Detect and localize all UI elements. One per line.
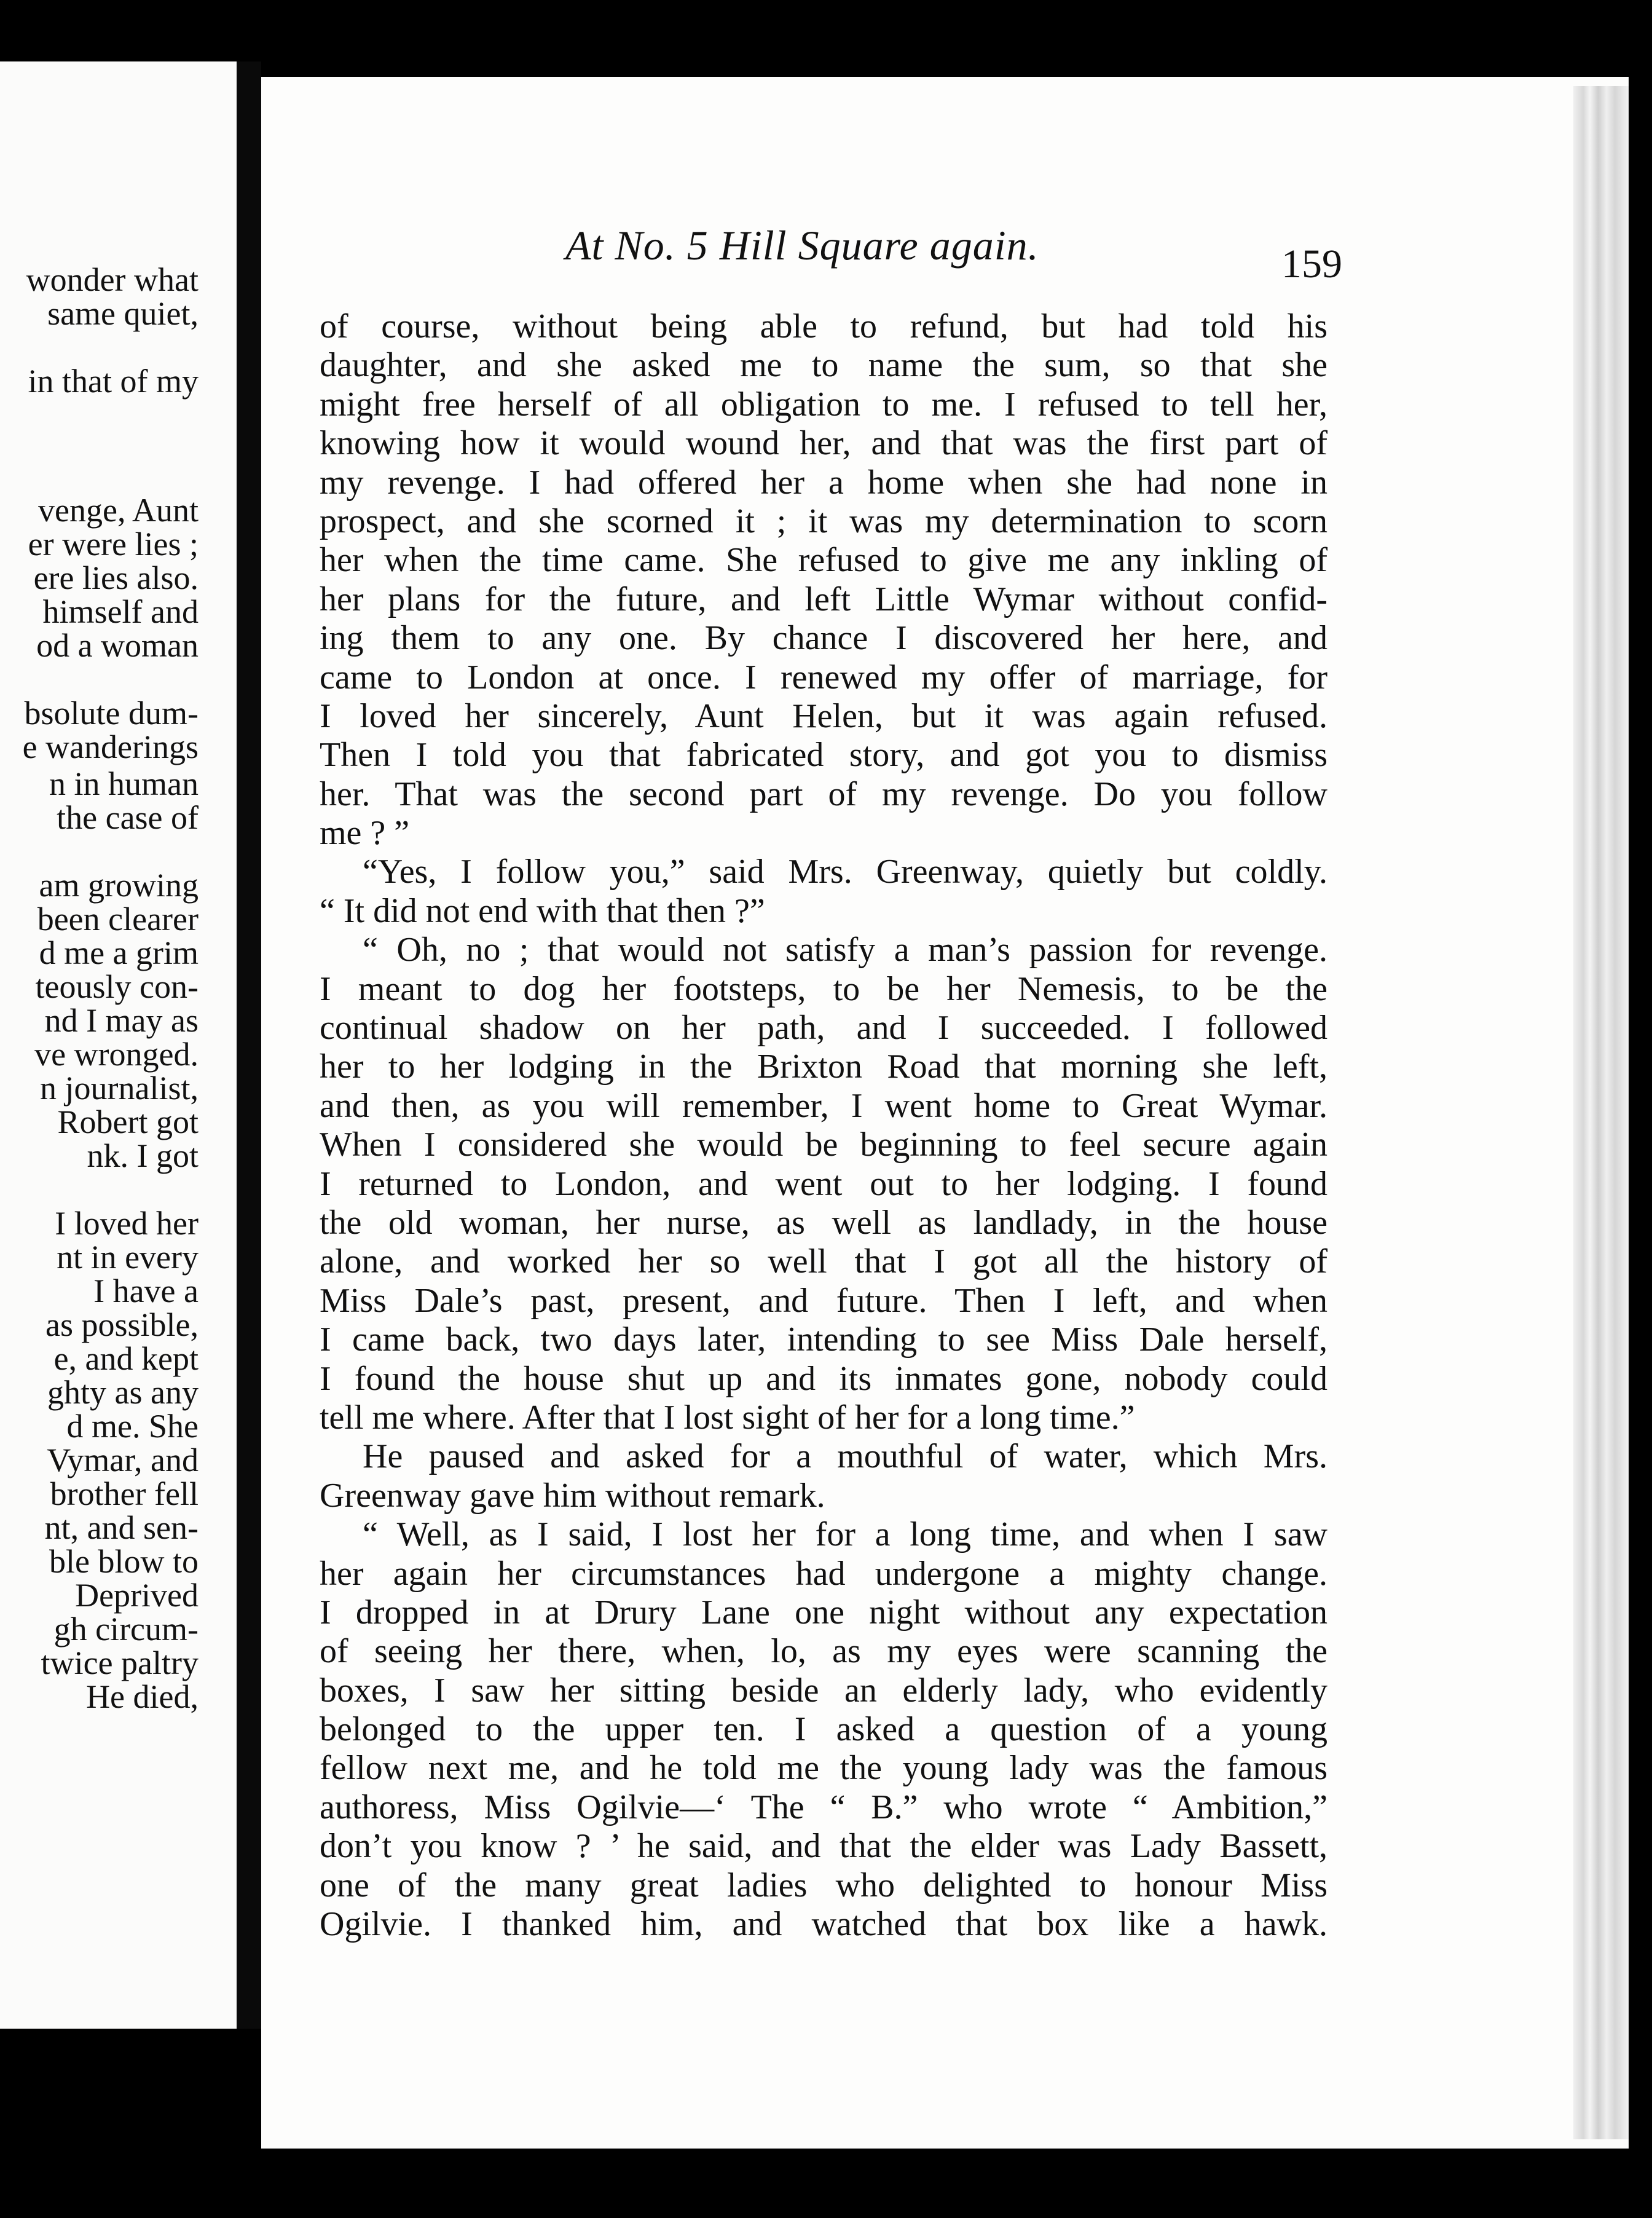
- left-page-line: Deprived: [75, 1577, 199, 1614]
- left-page-line: twice paltry: [41, 1644, 199, 1681]
- text-line: alone, and worked her so well that I got all the history of: [320, 1242, 1328, 1281]
- text-line: her when the time came. She refused to give me any inkling of: [320, 541, 1328, 580]
- text-line: Miss Dale’s past, present, and future. Then I left, and when: [320, 1281, 1328, 1320]
- left-page-line: gh circum-: [53, 1611, 199, 1648]
- text-line: authoress, Miss Ogilvie—‘ The “ B.” who wrote “ Ambition,”: [320, 1788, 1328, 1826]
- text-line: the old woman, her nurse, as well as landlady, in the house: [320, 1203, 1328, 1242]
- text-line: tell me where. After that I lost sight of her for a long time.”: [320, 1398, 1135, 1437]
- text-line: her plans for the future, and left Little Wymar without confid-: [320, 580, 1328, 618]
- text-line: continual shadow on her path, and I succeeded. I followed: [320, 1009, 1328, 1048]
- book-gutter: [237, 61, 261, 2029]
- left-page-line: er were lies ;: [28, 526, 199, 562]
- left-page-line: Vymar, and: [47, 1442, 199, 1478]
- left-page-line: I loved her: [55, 1205, 199, 1242]
- text-line: her. That was the second part of my revenge. Do you follow: [320, 775, 1328, 813]
- text-line: me ? ”: [320, 814, 410, 853]
- left-page-line: He died,: [86, 1678, 199, 1715]
- left-page-line: wonder what: [26, 261, 199, 298]
- text-line: my revenge. I had offered her a home when she had none in: [320, 463, 1328, 502]
- left-page-line: as possible,: [45, 1306, 199, 1343]
- text-line: her to her lodging in the Brixton Road that morning she left,: [320, 1048, 1328, 1086]
- page-edge: [1573, 86, 1629, 2139]
- left-page-line: nk. I got: [87, 1137, 199, 1174]
- text-line: came to London at once. I renewed my offer of marriage, for: [320, 658, 1328, 697]
- text-line: of course, without being able to refund, but had told his: [320, 307, 1328, 345]
- text-line: I returned to London, and went out to her lodging. I found: [320, 1164, 1328, 1203]
- left-page-line: ve wronged.: [34, 1036, 199, 1073]
- text-line: and then, as you will remember, I went home to Great Wymar.: [320, 1086, 1328, 1125]
- text-line: I meant to dog her footsteps, to be her Nemesis, to be the: [320, 969, 1328, 1008]
- text-line: prospect, and she scorned it ; it was my determination to scorn: [320, 502, 1328, 540]
- text-line: Greenway gave him without remark.: [320, 1476, 825, 1515]
- left-page-line: nd I may as: [44, 1002, 199, 1039]
- left-page-line: d me a grim: [39, 934, 199, 971]
- text-line: Ogilvie. I thanked him, and watched that box like a hawk.: [320, 1905, 1328, 1944]
- text-line: I dropped in at Drury Lane one night without any expectation: [320, 1593, 1328, 1632]
- text-line: I loved her sincerely, Aunt Helen, but it was again refused.: [320, 697, 1328, 735]
- page-number: 159: [1281, 242, 1342, 286]
- text-line: belonged to the upper ten. I asked a question of a young: [320, 1710, 1328, 1749]
- text-line: of seeing her there, when, lo, as my eyes were scanning the: [320, 1632, 1328, 1671]
- left-page-line: ghty as any: [47, 1374, 199, 1411]
- text-line: knowing how it would wound her, and that was the first part of: [320, 424, 1328, 463]
- text-line: fellow next me, and he told me the young lady was the famous: [320, 1749, 1328, 1788]
- left-page-line: Robert got: [57, 1103, 199, 1140]
- text-line: her again her circumstances had undergone a mighty change.: [320, 1554, 1328, 1593]
- text-line: ing them to any one. By chance I discovered her here, and: [320, 619, 1328, 658]
- text-line: daughter, and she asked me to name the sum, so that she: [320, 346, 1328, 385]
- text-line: “ Oh, no ; that would not satisfy a man’s passion for revenge.: [363, 931, 1328, 969]
- left-page-line: n in human: [49, 765, 199, 802]
- left-page-line: ere lies also.: [33, 559, 199, 596]
- text-line: Then I told you that fabricated story, and got you to dismiss: [320, 736, 1328, 775]
- left-page-line: I have a: [93, 1273, 199, 1309]
- text-line: “Yes, I follow you,” said Mrs. Greenway, quietly but coldly.: [363, 853, 1328, 891]
- left-page: [0, 61, 237, 2029]
- left-page-line: nt in every: [57, 1239, 199, 1276]
- left-page-line: n journalist,: [40, 1070, 199, 1107]
- left-page-line: am growing: [39, 867, 199, 904]
- left-page-line: same quiet,: [47, 295, 199, 332]
- left-page-line: the case of: [57, 799, 199, 836]
- left-page-line: od a woman: [36, 627, 199, 664]
- left-page-line: nt, and sen-: [44, 1509, 199, 1546]
- left-page-line: e, and kept: [53, 1340, 199, 1377]
- text-line: boxes, I saw her sitting beside an elderly lady, who evidently: [320, 1671, 1328, 1710]
- text-line: one of the many great ladies who delighted to honour Miss: [320, 1866, 1328, 1904]
- left-page-line: been clearer: [37, 901, 199, 937]
- text-line: “ It did not end with that then ?”: [320, 891, 765, 930]
- text-line: might free herself of all obligation to me. I refused to tell her,: [320, 385, 1328, 424]
- text-line: “ Well, as I said, I lost her for a long time, and when I saw: [363, 1515, 1328, 1554]
- left-page-line: teously con-: [35, 968, 199, 1005]
- left-page-line: e wanderings: [22, 728, 199, 765]
- body-text: [320, 307, 1328, 1944]
- left-page-line: ble blow to: [49, 1543, 199, 1580]
- left-page-line: in that of my: [28, 363, 199, 400]
- running-head: At No. 5 Hill Square again.: [565, 222, 1039, 269]
- text-line: He paused and asked for a mouthful of water, which Mrs.: [363, 1437, 1328, 1476]
- left-page-line: himself and: [42, 593, 199, 630]
- left-page-line: venge, Aunt: [38, 492, 199, 529]
- text-line: I came back, two days later, intending to see Miss Dale herself,: [320, 1320, 1328, 1359]
- left-page-line: d me. She: [66, 1408, 199, 1445]
- left-page-line: brother fell: [50, 1475, 199, 1512]
- text-line: When I considered she would be beginning to feel secure again: [320, 1126, 1328, 1164]
- text-line: don’t you know ? ’ he said, and that the elder was Lady Bassett,: [320, 1827, 1328, 1866]
- left-page-line: bsolute dum-: [24, 695, 199, 732]
- text-line: I found the house shut up and its inmates gone, nobody could: [320, 1359, 1328, 1398]
